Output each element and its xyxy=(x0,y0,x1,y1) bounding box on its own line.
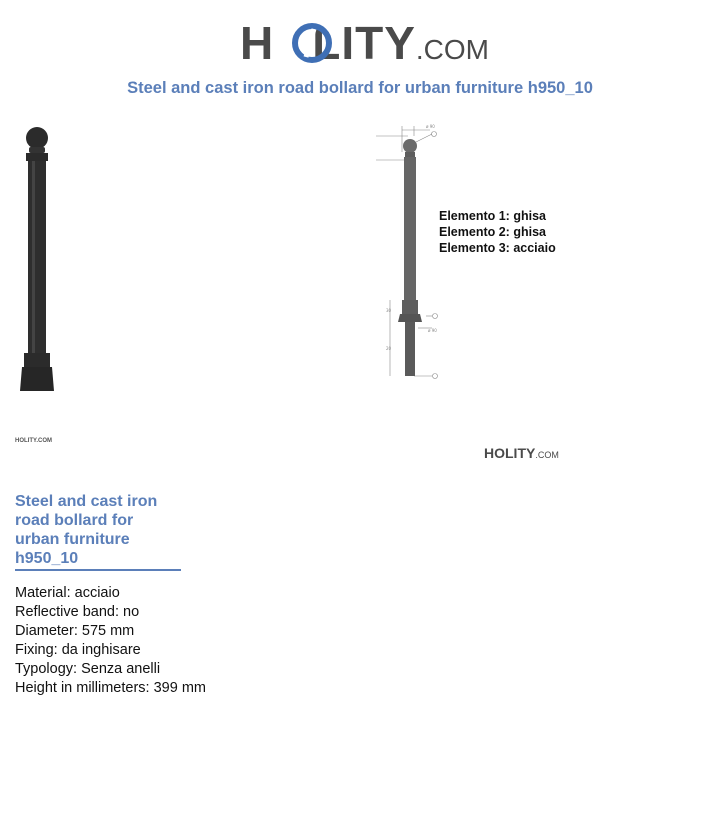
footer-logo-suffix: .COM xyxy=(535,450,559,460)
spec-reflective-band: Reflective band: no xyxy=(15,604,140,620)
spec-fixing: Fixing: da inghisare xyxy=(15,642,141,658)
legend-line: Elemento 2: ghisa xyxy=(439,225,546,239)
svg-text:20: 20 xyxy=(386,346,392,351)
product-specs xyxy=(15,584,206,698)
svg-text:30: 30 xyxy=(386,308,392,313)
footer-logo-main: HOLITY xyxy=(484,445,536,461)
logo-wordmark: H LITY.COM xyxy=(240,17,490,69)
legend-line: Elemento 1: ghisa xyxy=(439,209,546,223)
legend-line: Elemento 3: acciaio xyxy=(439,241,556,255)
footer-logo xyxy=(484,445,559,461)
small-logo: HOLITY.COM xyxy=(15,438,52,444)
spec-typology: Typology: Senza anelli xyxy=(15,661,161,677)
spec-height: Height in millimeters: 399 mm xyxy=(15,680,206,696)
svg-text:ø 90: ø 90 xyxy=(426,124,435,129)
spec-material: Material: acciaio xyxy=(15,585,120,601)
product-title: Steel and cast iron road bollard for urban furniture h950_10 xyxy=(127,79,593,97)
material-legend xyxy=(439,208,556,256)
product-heading: Steel and cast iron road bollard for urban furniture h950_10 xyxy=(15,492,181,571)
bollard-photo xyxy=(14,125,60,397)
svg-text:ø 90: ø 90 xyxy=(428,328,437,333)
holity-logo[interactable] xyxy=(240,10,490,70)
spec-diameter: Diameter: 575 mm xyxy=(15,623,135,639)
logo-globe-icon xyxy=(292,23,332,63)
